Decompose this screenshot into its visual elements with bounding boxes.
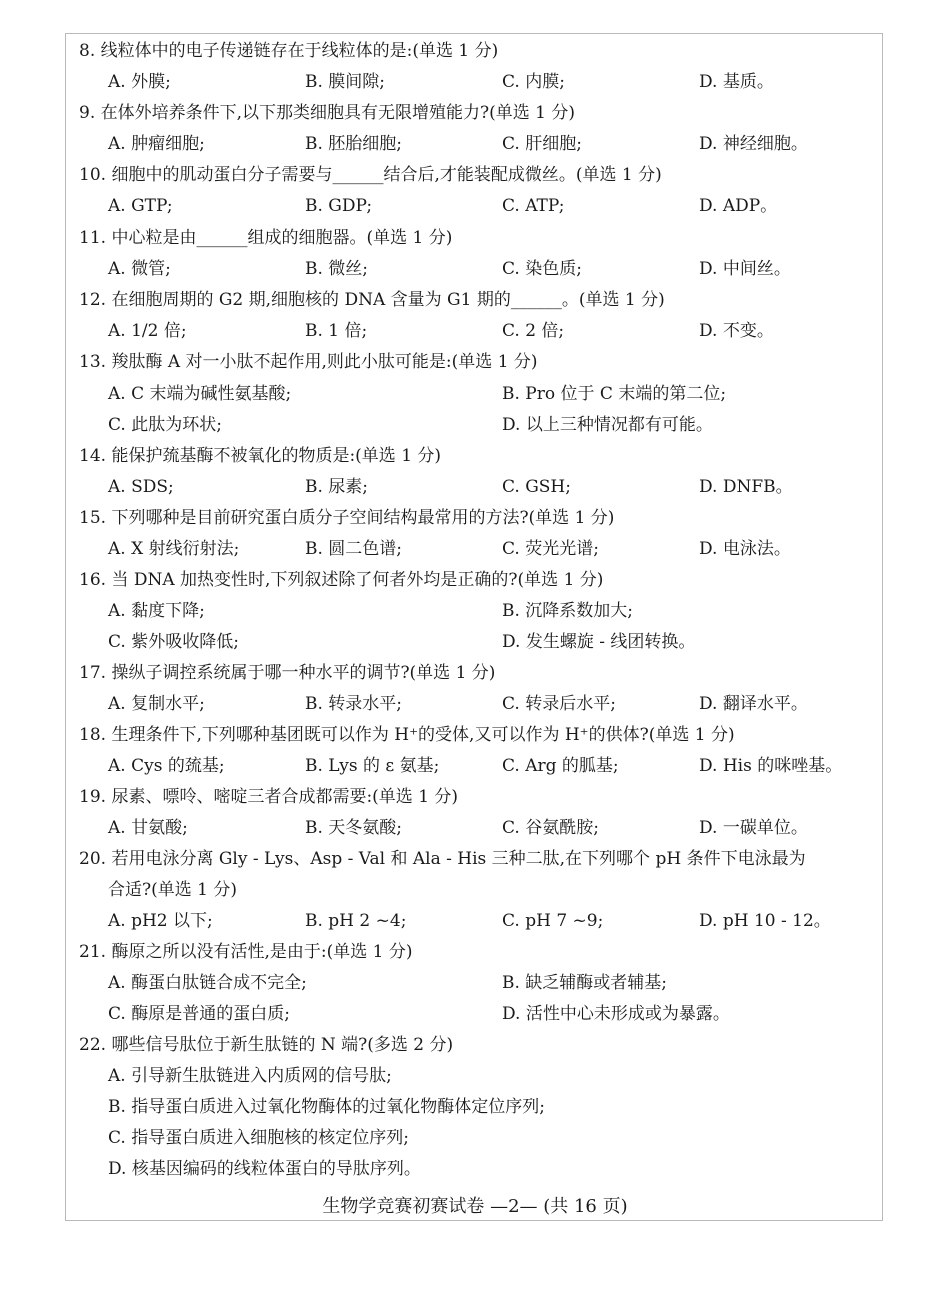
option-17-d: D. 翻译水平。 (699, 694, 808, 714)
option-20-d: D. pH 10 - 12。 (699, 911, 831, 931)
question-20-continued: 合适?(单选 1 分) (108, 880, 238, 900)
option-18-a: A. Cys 的巯基; (108, 756, 225, 776)
option-17-b: B. 转录水平; (305, 694, 403, 714)
question-21: 21. 酶原之所以没有活性,是由于:(单选 1 分) (79, 942, 413, 962)
question-20: 20. 若用电泳分离 Gly - Lys、Asp - Val 和 Ala - His 三种二肽,在下列哪个 pH 条件下电泳最为 (79, 849, 806, 869)
option-15-c: C. 荧光光谱; (502, 539, 599, 559)
option-11-a: A. 微管; (108, 259, 171, 279)
option-18-b: B. Lys 的 ε 氨基; (305, 756, 440, 776)
question-11: 11. 中心粒是由______组成的细胞器。(单选 1 分) (79, 228, 453, 248)
option-10-a: A. GTP; (108, 196, 173, 216)
option-21-d: D. 活性中心未形成或为暴露。 (502, 1004, 730, 1024)
option-14-b: B. 尿素; (305, 477, 369, 497)
option-16-b: B. 沉降系数加大; (502, 601, 634, 621)
question-12: 12. 在细胞周期的 G2 期,细胞核的 DNA 含量为 G1 期的______。(单选 1 分) (79, 290, 665, 310)
option-20-b: B. pH 2 ~4; (305, 911, 407, 931)
option-20-c: C. pH 7 ~9; (502, 911, 604, 931)
option-22-c: C. 指导蛋白质进入细胞核的核定位序列; (108, 1128, 409, 1148)
option-13-d: D. 以上三种情况都有可能。 (502, 415, 713, 435)
question-14: 14. 能保护巯基酶不被氧化的物质是:(单选 1 分) (79, 446, 442, 466)
option-22-b: B. 指导蛋白质进入过氧化物酶体的过氧化物酶体定位序列; (108, 1097, 546, 1117)
option-18-c: C. Arg 的胍基; (502, 756, 619, 776)
option-11-c: C. 染色质; (502, 259, 582, 279)
option-13-c: C. 此肽为环状; (108, 415, 222, 435)
page-footer: 生物学竞赛初赛试卷 —2— (共 16 页) (322, 1196, 628, 1217)
option-10-c: C. ATP; (502, 196, 565, 216)
question-19: 19. 尿素、嘌呤、嘧啶三者合成都需要:(单选 1 分) (79, 787, 459, 807)
option-14-d: D. DNFB。 (699, 477, 793, 497)
option-9-a: A. 肿瘤细胞; (108, 134, 205, 154)
question-9: 9. 在体外培养条件下,以下那类细胞具有无限增殖能力?(单选 1 分) (79, 103, 576, 123)
option-9-b: B. 胚胎细胞; (305, 134, 403, 154)
option-18-d: D. His 的咪唑基。 (699, 756, 843, 776)
option-19-c: C. 谷氨酰胺; (502, 818, 599, 838)
question-16: 16. 当 DNA 加热变性时,下列叙述除了何者外均是正确的?(单选 1 分) (79, 570, 604, 590)
option-19-b: B. 天冬氨酸; (305, 818, 403, 838)
option-16-d: D. 发生螺旋 - 线团转换。 (502, 632, 696, 652)
option-8-b: B. 膜间隙; (305, 72, 386, 92)
option-11-b: B. 微丝; (305, 259, 369, 279)
option-12-c: C. 2 倍; (502, 321, 565, 341)
option-13-b: B. Pro 位于 C 末端的第二位; (502, 384, 727, 404)
option-14-a: A. SDS; (108, 477, 174, 497)
option-21-b: B. 缺乏辅酶或者辅基; (502, 973, 668, 993)
option-19-a: A. 甘氨酸; (108, 818, 188, 838)
question-8: 8. 线粒体中的电子传递链存在于线粒体的是:(单选 1 分) (79, 41, 499, 61)
question-15: 15. 下列哪种是目前研究蛋白质分子空间结构最常用的方法?(单选 1 分) (79, 508, 615, 528)
option-15-d: D. 电泳法。 (699, 539, 791, 559)
option-22-a: A. 引导新生肽链进入内质网的信号肽; (108, 1066, 392, 1086)
option-11-d: D. 中间丝。 (699, 259, 791, 279)
option-8-d: D. 基质。 (699, 72, 774, 92)
option-22-d: D. 核基因编码的线粒体蛋白的导肽序列。 (108, 1159, 421, 1179)
option-9-d: D. 神经细胞。 (699, 134, 808, 154)
option-9-c: C. 肝细胞; (502, 134, 582, 154)
option-20-a: A. pH2 以下; (108, 911, 213, 931)
option-12-b: B. 1 倍; (305, 321, 368, 341)
option-16-a: A. 黏度下降; (108, 601, 205, 621)
option-14-c: C. GSH; (502, 477, 571, 497)
option-10-b: B. GDP; (305, 196, 373, 216)
option-19-d: D. 一碳单位。 (699, 818, 808, 838)
option-17-c: C. 转录后水平; (502, 694, 616, 714)
option-15-a: A. X 射线衍射法; (108, 539, 240, 559)
option-10-d: D. ADP。 (699, 196, 778, 216)
option-21-a: A. 酶蛋白肽链合成不完全; (108, 973, 307, 993)
option-21-c: C. 酶原是普通的蛋白质; (108, 1004, 290, 1024)
option-16-c: C. 紫外吸收降低; (108, 632, 239, 652)
option-8-c: C. 内膜; (502, 72, 565, 92)
question-10: 10. 细胞中的肌动蛋白分子需要与______结合后,才能装配成微丝。(单选 1 分) (79, 165, 662, 185)
option-12-a: A. 1/2 倍; (108, 321, 187, 341)
option-8-a: A. 外膜; (108, 72, 171, 92)
question-22: 22. 哪些信号肽位于新生肽链的 N 端?(多选 2 分) (79, 1035, 454, 1055)
question-18: 18. 生理条件下,下列哪种基团既可以作为 H⁺的受体,又可以作为 H⁺的供体?(单选 1 分) (79, 725, 735, 745)
option-13-a: A. C 末端为碱性氨基酸; (108, 384, 292, 404)
question-17: 17. 操纵子调控系统属于哪一种水平的调节?(单选 1 分) (79, 663, 496, 683)
option-12-d: D. 不变。 (699, 321, 774, 341)
option-15-b: B. 圆二色谱; (305, 539, 403, 559)
option-17-a: A. 复制水平; (108, 694, 205, 714)
question-13: 13. 羧肽酶 A 对一小肽不起作用,则此小肽可能是:(单选 1 分) (79, 352, 538, 372)
